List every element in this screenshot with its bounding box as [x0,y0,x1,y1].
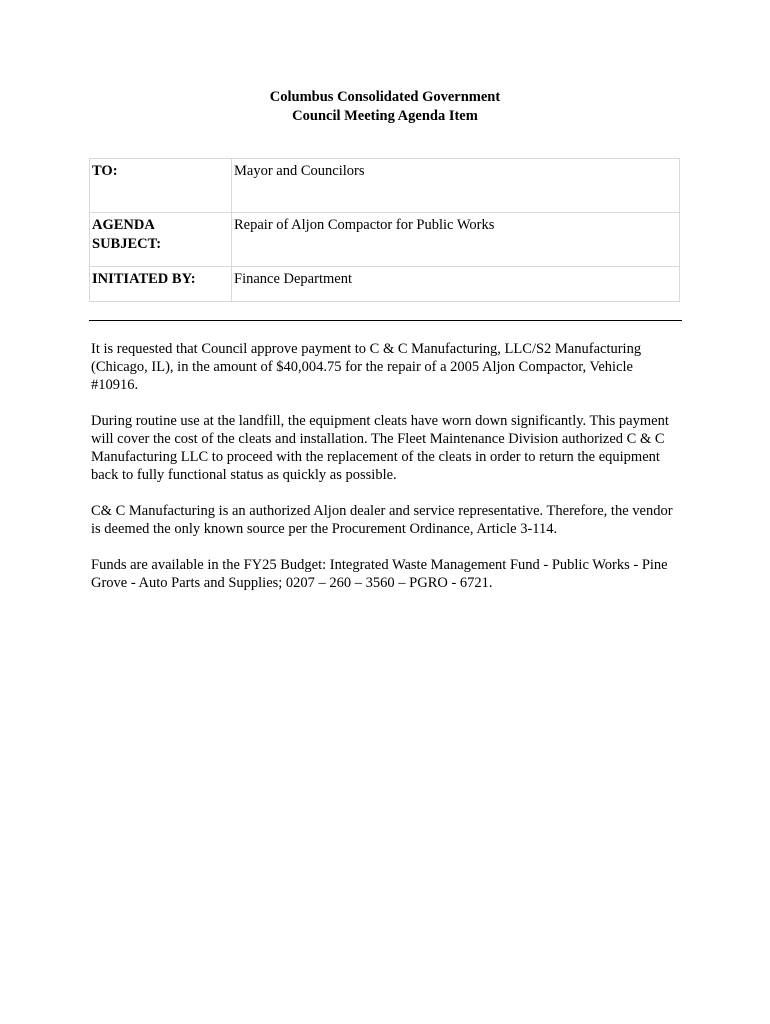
background-paragraph: During routine use at the landfill, the equipment cleats have worn down significantly. This payment will cover the cost of the cleats and installation. The Fleet Maintenance Division authorized C & C Manufacturing LLC to proceed with the replacement of the cleats in order to return the equipment back to fully functional status as quickly as possible. [91,413,669,483]
subject-label-line2: SUBJECT: [92,236,162,252]
initiated-value: Finance Department [232,267,680,302]
document-body [91,340,681,610]
vendor-paragraph: C& C Manufacturing is an authorized Aljon dealer and service representative. Therefore, the vendor is deemed the only known source per the Procurement Ordinance, Article 3-114. [91,503,673,537]
subject-value: Repair of Aljon Compactor for Public Works [232,213,680,267]
government-name: Columbus Consolidated Government [269,89,501,105]
subject-label [90,213,232,267]
initiated-row [90,267,680,302]
funding-paragraph: Funds are available in the FY25 Budget: Integrated Waste Management Fund - Public Works - Pine Grove - Auto Parts and Supplies; 0207 – 260 – 3560 – PGRO - 6721. [91,557,668,591]
subject-label-line1: AGENDA [92,217,155,233]
to-row [90,159,680,213]
subject-row [90,213,680,267]
document-header [0,88,770,126]
to-label: TO: [90,159,232,213]
document-title: Council Meeting Agenda Item [292,108,478,124]
to-value: Mayor and Councilors [232,159,680,213]
request-paragraph: It is requested that Council approve payment to C & C Manufacturing, LLC/S2 Manufacturing (Chicago, IL), in the amount of $40,004.75 for the repair of a 2005 Aljon Compactor, Vehicle #10916. [91,341,642,393]
horizontal-divider [89,320,682,321]
initiated-label: INITIATED BY: [90,267,232,302]
agenda-info-table [89,158,680,302]
